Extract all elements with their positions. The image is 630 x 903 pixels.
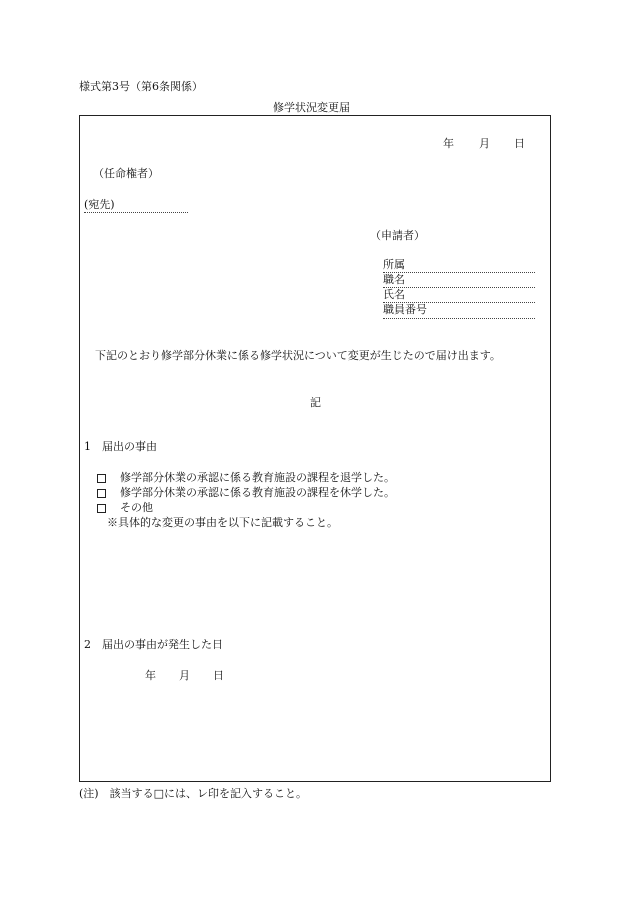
page-title: 修学状況変更届 (273, 101, 350, 114)
option-leave[interactable] (97, 486, 395, 500)
occurrence-year-label: 年 (145, 669, 156, 682)
occurrence-month-label: 月 (179, 669, 190, 682)
applicant-heading: （申請者） (370, 229, 425, 242)
applicant-field-employee-number: 職員番号 (383, 303, 427, 316)
date-day-label: 日 (514, 137, 525, 150)
option-withdrawal[interactable] (97, 471, 395, 485)
option-withdrawal-label: 修学部分休業の承認に係る教育施設の課程を退学した。 (120, 471, 395, 484)
option-other[interactable] (97, 501, 153, 515)
section1-note: ※具体的な変更の事由を以下に記載すること。 (107, 516, 338, 529)
intro-text: 下記のとおり修学部分休業に係る修学状況について変更が生じたので届け出ます。 (95, 349, 501, 362)
addressee-label: (宛先) (84, 198, 115, 211)
date-month-label: 月 (479, 137, 490, 150)
section1-heading: 1 届出の事由 (84, 440, 157, 453)
occurrence-day-label: 日 (213, 669, 224, 682)
form-id: 様式第3号（第6条関係） (79, 80, 203, 93)
addressee-line[interactable] (84, 212, 188, 213)
affiliation-line[interactable] (383, 272, 535, 273)
checkbox-other[interactable] (97, 504, 106, 513)
employee-number-line[interactable] (383, 318, 535, 319)
date-year-label: 年 (443, 137, 454, 150)
applicant-field-name: 氏名 (383, 288, 405, 301)
option-leave-label: 修学部分休業の承認に係る教育施設の課程を休学した。 (120, 486, 395, 499)
section2-heading: 2 届出の事由が発生した日 (84, 638, 223, 651)
applicant-field-affiliation: 所属 (383, 258, 405, 271)
position-line[interactable] (383, 287, 535, 288)
applicant-field-position: 職名 (383, 273, 405, 286)
checkbox-leave[interactable] (97, 489, 106, 498)
footnote: (注) 該当する□には、レ印を記入すること。 (79, 787, 307, 800)
option-other-label: その他 (120, 501, 153, 514)
appointer-label: （任命権者） (93, 167, 159, 180)
ki-label: 記 (310, 396, 321, 409)
checkbox-withdrawal[interactable] (97, 474, 106, 483)
